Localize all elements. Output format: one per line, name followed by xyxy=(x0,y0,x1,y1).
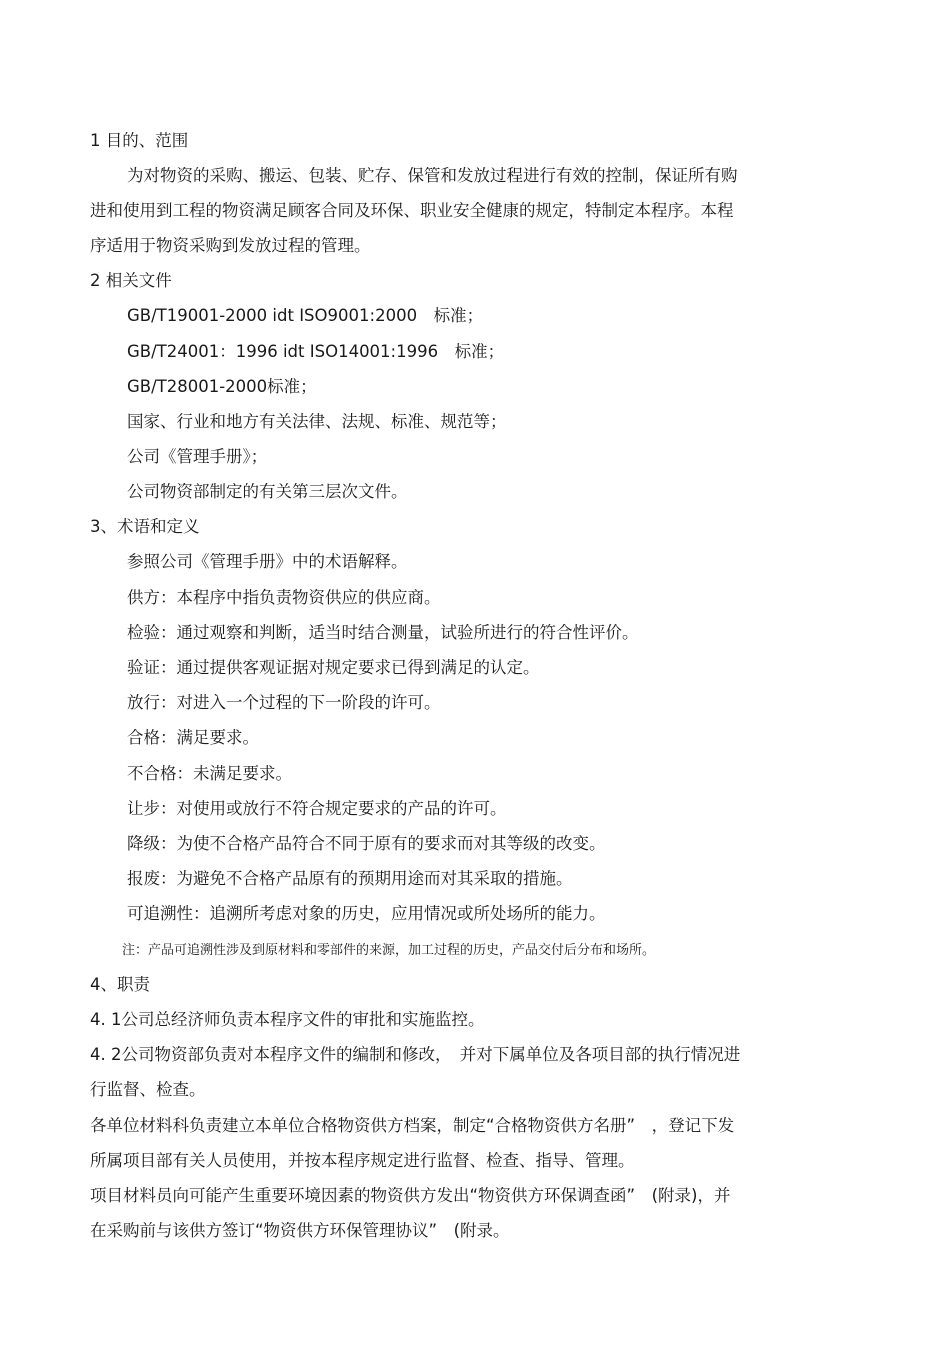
section-1-para-line-1: 为对物资的采购、搬运、包装、贮存、保管和发放过程进行有效的控制，保证所有购 xyxy=(127,166,738,185)
term-definition: 可追溯性：追溯所考虑对象的历史，应用情况或所处场所的能力。 xyxy=(127,904,606,923)
section-4-heading: 4、职责 xyxy=(90,975,150,994)
term-definition: 报废：为避免不合格产品原有的预期用途而对其采取的措施。 xyxy=(127,869,573,888)
traceability-note: 注：产品可追溯性涉及到原材料和零部件的来源，加工过程的历史，产品交付后分布和场所。 xyxy=(122,943,656,958)
section-3-heading: 3、术语和定义 xyxy=(90,517,200,536)
reference-item: 公司《管理手册》； xyxy=(127,447,268,466)
term-definition: 让步：对使用或放行不符合规定要求的产品的许可。 xyxy=(127,799,507,818)
responsibility-line: 行监督、检查。 xyxy=(90,1080,206,1099)
section-1-para-line-2: 进和使用到工程的物资满足顾客合同及环保、职业安全健康的规定，特制定本程序。本程 xyxy=(90,201,734,220)
term-definition: 合格：满足要求。 xyxy=(127,728,259,747)
reference-item: 公司物资部制定的有关第三层次文件。 xyxy=(127,482,408,501)
term-definition: 验证：通过提供客观证据对规定要求已得到满足的认定。 xyxy=(127,658,540,677)
reference-item: 国家、行业和地方有关法律、法规、标准、规范等； xyxy=(127,412,507,431)
term-definition: 放行：对进入一个过程的下一阶段的许可。 xyxy=(127,693,441,712)
reference-item: GB/T28001-2000标准； xyxy=(127,377,317,396)
responsibility-line: 所属项目部有关人员使用，并按本程序规定进行监督、检查、指导、管理。 xyxy=(90,1151,635,1170)
section-2-heading: 2 相关文件 xyxy=(90,271,172,290)
responsibility-line: 在采购前与该供方签订“物资供方环保管理协议” (附录。 xyxy=(90,1221,510,1240)
responsibility-line: 4. 1公司总经济师负责本程序文件的审批和实施监控。 xyxy=(90,1010,485,1029)
term-definition: 供方：本程序中指负责物资供应的供应商。 xyxy=(127,588,441,607)
responsibility-line: 各单位材料科负责建立本单位合格物资供方档案，制定“合格物资供方名册” ，登记下发 xyxy=(90,1116,735,1135)
section-1-heading: 1 目的、范围 xyxy=(90,131,189,150)
term-definition: 参照公司《管理手册》中的术语解释。 xyxy=(127,552,408,571)
term-definition: 检验：通过观察和判断，适当时结合测量，试验所进行的符合性评价。 xyxy=(127,623,639,642)
section-1-para-line-3: 序适用于物资采购到发放过程的管理。 xyxy=(90,236,371,255)
term-definition: 不合格：未满足要求。 xyxy=(127,764,292,783)
responsibility-line: 项目材料员向可能产生重要环境因素的物资供方发出“物资供方环保调查函” (附录)，并 xyxy=(90,1186,731,1205)
reference-item: GB/T19001-2000 idt ISO9001:2000 标准； xyxy=(127,306,484,325)
term-definition: 降级：为使不合格产品符合不同于原有的要求而对其等级的改变。 xyxy=(127,834,606,853)
reference-item: GB/T24001：1996 idt ISO14001:1996 标准； xyxy=(127,342,505,361)
responsibility-line: 4. 2公司物资部负责对本程序文件的编制和修改， 并对下属单位及各项目部的执行情况进 xyxy=(90,1045,741,1064)
